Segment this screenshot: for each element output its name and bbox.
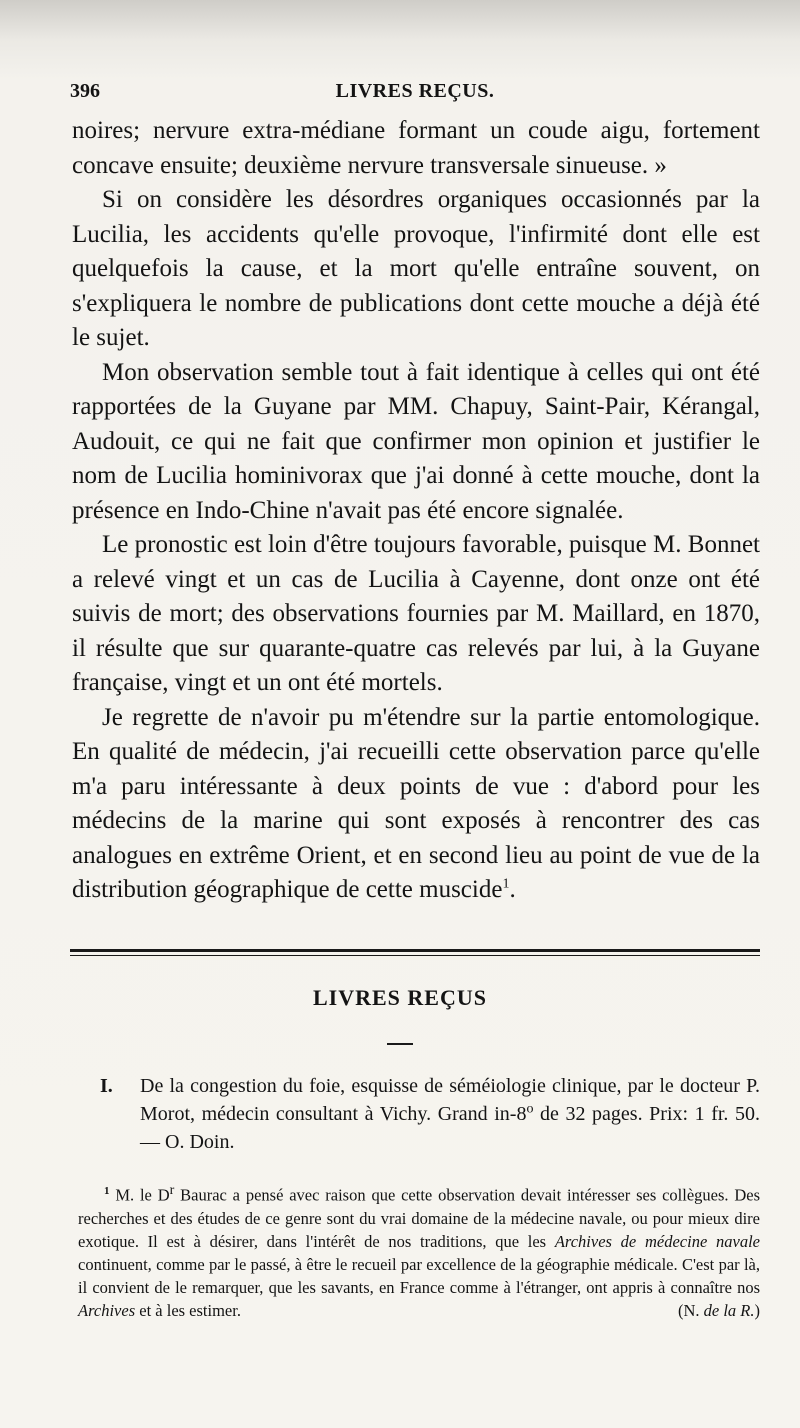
page-number: 396 [70,80,100,102]
footnote-lead: M. le D [109,1185,170,1205]
footnote-reference: 1 [502,876,510,892]
footnote-journal: Archives de médecine navale [554,1231,760,1251]
footnote-signature [652,1299,760,1322]
footnote-text-3: et à les estimer. [135,1300,241,1320]
body-text [72,114,760,908]
entry-text-before: De la congestion du foie, esquisse de séméiologie clinique, par le docteur P. Morot, médecin consultant à Vichy. Grand in-8 [140,1075,760,1125]
signature-pre: (N. [677,1300,704,1320]
paragraph-4: Le pronostic est loin d'être toujours favorable, puisque M. Bonnet a relevé vingt et un cas de Lucilia à Cayenne, dont onze ont été suivis de mort; des observations fournies par M. Maillard, en 1870, il résulte que sur quarante-quatre cas relevés par lui, à la Guyane française, vingt et un ont été mortels. [72,531,760,696]
section-divider-thick [70,949,760,952]
signature-post: ) [754,1300,760,1320]
footnote [78,1180,760,1322]
paragraph-1: noires; nervure extra-médiane formant un coude aigu, fortement concave ensuite; deuxième nervure transversale sinueuse. » [72,117,760,179]
paragraph-5-end: . [509,876,516,903]
footnote-journal-2: Archives [78,1300,136,1320]
entry-text-after: de 32 pages. Prix: 1 fr. 50. — O. Doin. [140,1103,760,1153]
footnote-lead-sup: r [169,1183,175,1198]
title-dash [387,1043,413,1045]
paragraph-3: Mon observation semble tout à fait identique à celles qui ont été rapportées de la Guyane par MM. Chapuy, Saint-Pair, Kérangal, Audouit, ce qui ne fait que confirmer mon opinion et justifier le nom de Lucilia hominivorax que j'ai donné à cette mouche, dont la présence en Indo-Chine n'avait pas été encore signalée. [72,358,760,524]
book-entry [100,1072,760,1156]
paragraph-5-text: Je regrette de n'avoir pu m'étendre sur la partie entomologique. En qualité de médecin, j'ai recueilli cette observation parce qu'elle m'a paru intéressante à deux points de vue : d'abord pour les médecins de la marine qui sont exposés à rencontrer des cas analogues en extrême Orient, et en second lieu au point de vue de la distribution géographique de cette muscide [72,703,760,903]
section-divider-thin [70,955,760,956]
footnote-text [78,1180,760,1322]
running-header [70,80,760,108]
section-title: LIVRES REÇUS [313,985,487,1010]
footnote-text-2: continuent, comme par le passé, à être le recueil par excellence de la géographie médicale. C'est par là, il convient de le remarquer, que les savants, en France comme à l'étranger, ont appris à connaître nos [78,1254,760,1297]
running-title: LIVRES REÇUS. [335,80,495,102]
entry-format-sup: o [526,1101,534,1117]
paragraph-5 [72,701,760,908]
entry-number: I. [100,1075,113,1097]
paragraph-2: Si on considère les désordres organiques occasionnés par la Lucilia, les accidents qu'elle provoque, l'infirmité dont elle est quelquefois la cause, et la mort qu'elle entraîne souvent, on s'expliquera le nombre de publications dont cette mouche a déjà été le sujet. [72,186,760,351]
entry-text [140,1072,760,1156]
footnote-text-1: Baurac a pensé avec raison que cette observation devait intéresser ses collègues. Des recherches et des études de ce genre sont du vrai domaine de la médecine navale, ou pour mieux dire exotique. Il est à désirer, dans l'intérêt de nos traditions, que les [78,1185,760,1251]
signature-italic: de la R. [703,1300,755,1320]
footnote-mark: 1 [104,1185,110,1197]
